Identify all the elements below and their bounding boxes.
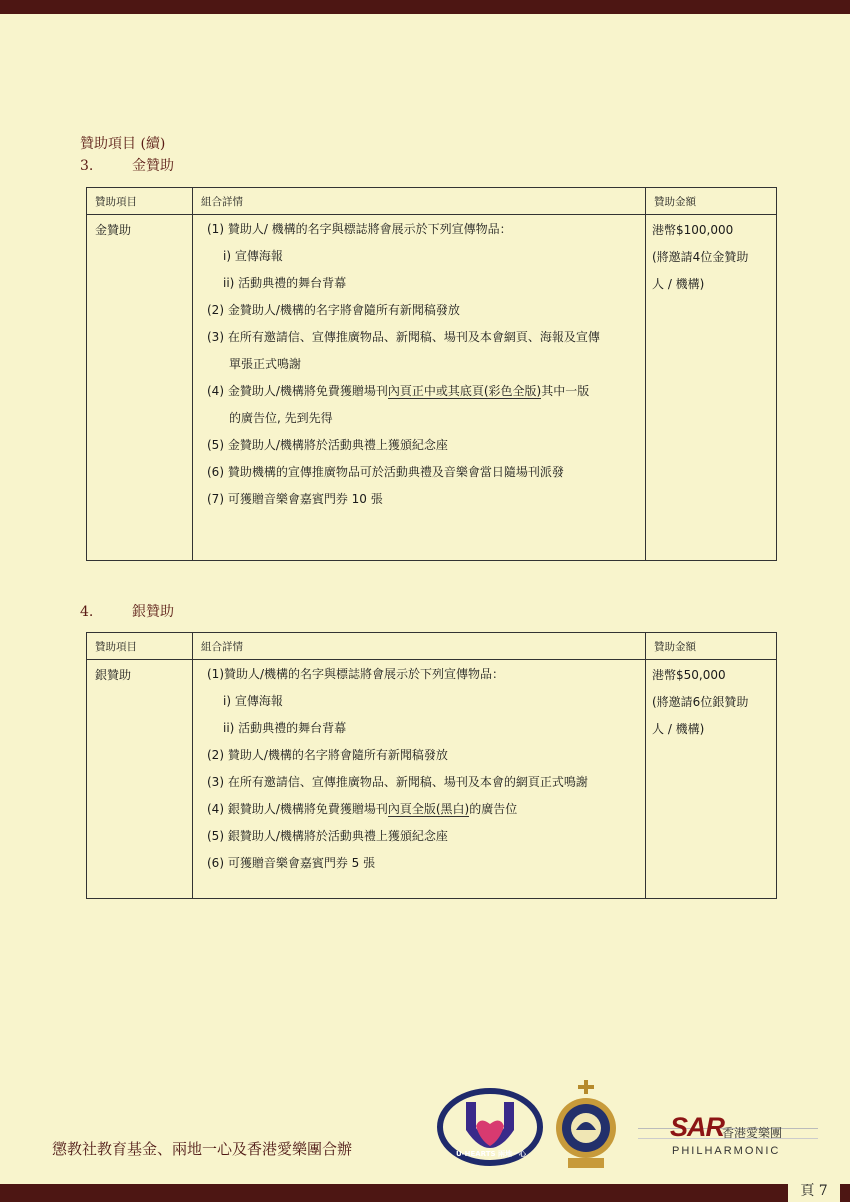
silver-detail-line: (2) 贊助人/機構的名字將會隨所有新聞稿發放 bbox=[207, 748, 448, 762]
gold-row bbox=[87, 215, 777, 561]
silver-detail-text: 的廣告位 bbox=[469, 802, 518, 816]
silver-detail-line: ii) 活動典禮的舞台背幕 bbox=[223, 721, 347, 735]
gold-detail-line: (1) 贊助人/ 機構的名字與標誌將會展示於下列宣傳物品： bbox=[207, 222, 512, 236]
silver-row bbox=[87, 660, 777, 899]
gold-detail-line: (6) 贊助機構的宣傳推廣物品可於活動典禮及音樂會當日隨場刊派發 bbox=[207, 465, 564, 479]
silver-detail-line bbox=[207, 800, 645, 827]
silver-ad-placement-underlined: 內頁全版(黑白) bbox=[387, 802, 470, 816]
gold-detail-text: 其中一版 bbox=[541, 384, 590, 398]
gold-sponsor-table bbox=[86, 187, 777, 561]
gold-detail-line: (7) 可獲贈音樂會嘉賓門券 10 張 bbox=[207, 492, 383, 506]
header-item: 贊助項目 bbox=[87, 188, 193, 215]
gold-detail-text: (4) 金贊助人/機構將免費獲贈場刊 bbox=[207, 384, 388, 398]
silver-tier-name: 銀贊助 bbox=[87, 660, 193, 899]
header-amount: 贊助金額 bbox=[646, 633, 777, 660]
gold-section-number: 3. bbox=[80, 158, 94, 174]
header-amount: 贊助金額 bbox=[646, 188, 777, 215]
gold-detail-line: 單張正式鳴謝 bbox=[229, 357, 302, 371]
silver-sponsor-table bbox=[86, 632, 777, 899]
silver-amount-line: 港幣$50,000 bbox=[652, 668, 726, 682]
section-continued-heading: 贊助項目 (續) bbox=[80, 136, 166, 152]
sar-philharmonic-logo bbox=[638, 1112, 818, 1162]
silver-detail-line: (3) 在所有邀請信、宣傳推廣物品、新聞稿、場刊及本會的網頁正式鳴謝 bbox=[207, 775, 588, 789]
gold-detail-line: i) 宣傳海報 bbox=[223, 249, 283, 263]
silver-amount-cell bbox=[646, 660, 777, 899]
gold-amount-cell bbox=[646, 215, 777, 561]
gold-detail-line: (5) 金贊助人/機構將於活動典禮上獲頒紀念座 bbox=[207, 438, 448, 452]
gold-heading bbox=[80, 155, 174, 175]
silver-heading bbox=[80, 601, 174, 621]
header-item: 贊助項目 bbox=[87, 633, 193, 660]
page-number: 頁 7 bbox=[788, 1180, 840, 1202]
uhearts-logo-icon bbox=[436, 1088, 544, 1166]
philharmonic-logo-text: PHILHARMONIC bbox=[672, 1145, 781, 1157]
gold-amount-line: 人 / 機構) bbox=[652, 277, 705, 291]
gold-amount-line: (將邀請4位金贊助 bbox=[652, 250, 749, 264]
bottom-border-bar bbox=[0, 1184, 850, 1202]
silver-detail-text: (4) 銀贊助人/機構將免費獲贈場刊 bbox=[207, 802, 388, 816]
gold-detail-line: ii) 活動典禮的舞台背幕 bbox=[223, 276, 347, 290]
header-details: 組合詳情 bbox=[193, 633, 646, 660]
gold-tier-name: 金贊助 bbox=[87, 215, 193, 561]
silver-detail-line: (5) 銀贊助人/機構將於活動典禮上獲頒紀念座 bbox=[207, 829, 448, 843]
silver-section-number: 4. bbox=[80, 604, 94, 620]
silver-details-cell bbox=[193, 660, 646, 899]
silver-amount-line: (將邀請6位銀贊助 bbox=[652, 695, 749, 709]
table-header-row bbox=[87, 633, 777, 660]
gold-ad-placement-underlined: 內頁正中或其底頁(彩色全版) bbox=[387, 384, 542, 398]
table-header-row bbox=[87, 188, 777, 215]
correctional-services-badge-icon bbox=[552, 1080, 620, 1172]
gold-detail-line: 的廣告位, 先到先得 bbox=[229, 411, 333, 425]
footer-organizers: 懲教社教育基金、兩地一心及香港愛樂團合辦 bbox=[52, 1140, 353, 1158]
gold-details-cell bbox=[193, 215, 646, 561]
silver-section-title: 銀贊助 bbox=[132, 604, 174, 620]
gold-detail-line: (2) 金贊助人/機構的名字將會隨所有新聞稿發放 bbox=[207, 303, 460, 317]
sar-logo-text: SAR bbox=[670, 1112, 725, 1142]
silver-detail-line: (6) 可獲贈音樂會嘉賓門券 5 張 bbox=[207, 856, 376, 870]
silver-detail-line: i) 宣傳海報 bbox=[223, 694, 283, 708]
silver-amount-line: 人 / 機構) bbox=[652, 722, 705, 736]
header-details: 組合詳情 bbox=[193, 188, 646, 215]
silver-detail-line: (1)贊助人/機構的名字與標誌將會展示於下列宣傳物品： bbox=[207, 667, 505, 681]
gold-section-title: 金贊助 bbox=[132, 158, 174, 174]
gold-detail-line bbox=[207, 382, 645, 409]
top-border-bar bbox=[0, 0, 850, 14]
sar-logo-chinese: 香港愛樂團 bbox=[722, 1126, 783, 1140]
uhearts-logo-text: U-HEARTS 兩地一心 bbox=[456, 1150, 526, 1158]
gold-detail-line: (3) 在所有邀請信、宣傳推廣物品、新聞稿、場刊及本會網頁、海報及宣傳 bbox=[207, 330, 600, 344]
gold-amount-line: 港幣$100,000 bbox=[652, 223, 734, 237]
